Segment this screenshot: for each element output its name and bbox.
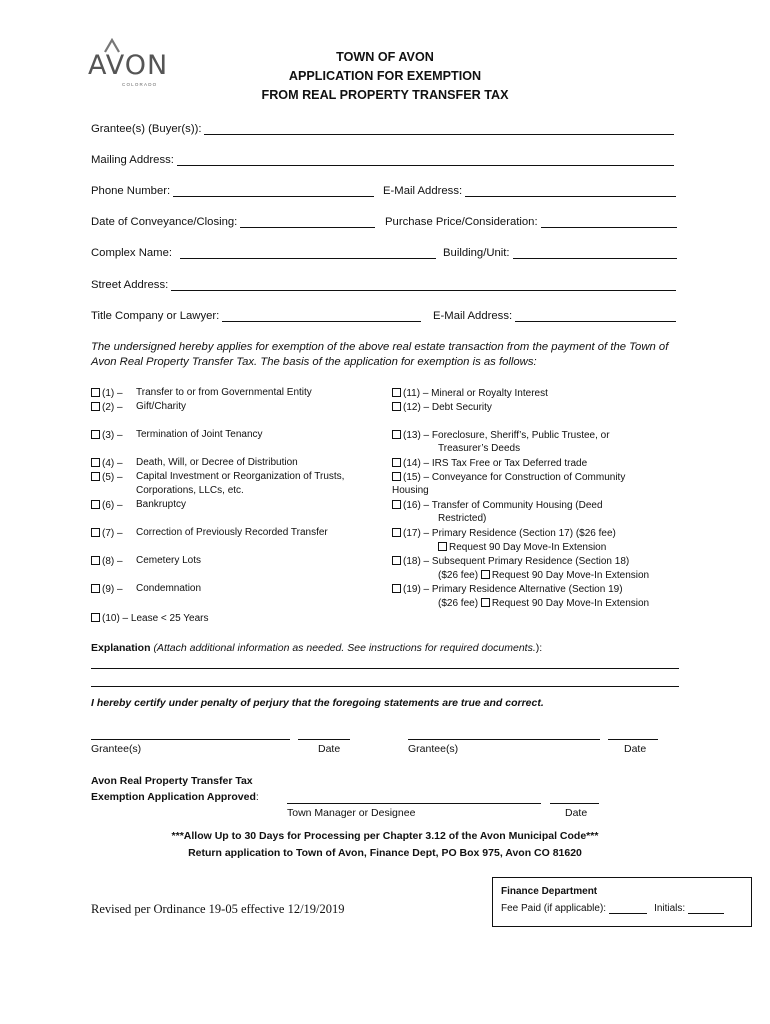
checkbox[interactable] [392,584,401,593]
exemption-option-12[interactable]: (12) – Debt Security [392,401,492,413]
checkbox[interactable] [91,528,100,537]
revision-note: Revised per Ordinance 19-05 effective 12/19/2019 [91,902,345,916]
exemption-option-8[interactable]: (8) – Cemetery Lots [91,555,123,567]
finance-department-box [492,877,752,927]
checkbox[interactable] [91,430,100,439]
checkbox[interactable] [392,402,401,411]
exemption-option-13-cont: Treasurer’s Deeds [438,443,521,454]
checkbox[interactable] [392,388,401,397]
processing-notice: ***Allow Up to 30 Days for Processing per Chapter 3.12 of the Avon Municipal Code*** [171,830,599,842]
checkbox[interactable] [91,556,100,565]
street-address-input-line[interactable] [171,278,676,291]
title-company-input-line[interactable] [222,309,421,322]
checkbox[interactable] [481,570,490,579]
exemption-option-17[interactable]: (17) – Primary Residence (Section 17) ($26 fee) [392,527,616,539]
exemption-option-6[interactable]: (6) – Bankruptcy [91,499,123,511]
exemption-option-13[interactable]: (13) – Foreclosure, Sheriff’s, Public Trustee, or [392,429,610,441]
checkbox[interactable] [91,500,100,509]
date-label-1: Date [318,743,341,755]
exemption-option-15[interactable]: (15) – Conveyance for Construction of Community [392,471,625,483]
checkbox[interactable] [91,402,100,411]
title-company-label: Title Company or Lawyer: [91,310,220,322]
form-heading-application: APPLICATION FOR EXEMPTION [288,69,482,83]
checkbox[interactable] [91,613,100,622]
exemption-option-7[interactable]: (7) – Correction of Previously Recorded Transfer [91,527,123,539]
mailing-address-label: Mailing Address: [91,154,174,166]
finance-box-title: Finance Department [501,886,598,897]
exemption-option-4[interactable]: (4) – Death, Will, or Decree of Distribution [91,457,123,469]
checkbox[interactable] [91,388,100,397]
return-address-notice: Return application to Town of Avon, Finance Dept, PO Box 975, Avon CO 81620 [188,847,582,859]
exemption-option-10[interactable]: (10) – Lease < 25 Years [91,612,208,624]
email-label-1: E-Mail Address: [383,185,463,197]
phone-input-line[interactable] [173,184,374,197]
fee-paid-input-line[interactable] [609,903,647,914]
exemption-option-1[interactable]: (1) – Transfer to or from Governmental Entity [91,387,123,399]
purchase-price-label: Purchase Price/Consideration: [385,216,538,228]
checkbox[interactable] [91,472,100,481]
checkbox[interactable] [91,458,100,467]
complex-name-input-line[interactable] [180,246,436,259]
phone-field[interactable] [91,184,374,197]
email-input-line-1[interactable] [465,184,676,197]
checkbox[interactable] [392,528,401,537]
grantee-input-line[interactable] [204,122,674,135]
email-input-line-2[interactable] [515,309,676,322]
grantee-signature-label-2: Grantee(s) [408,743,459,755]
approval-title: Avon Real Property Transfer Tax [91,775,253,787]
complex-name-label: Complex Name: [91,247,172,259]
conveyance-date-label: Date of Conveyance/Closing: [91,216,238,228]
email-field-1[interactable] [383,184,676,197]
avon-logo [88,38,170,88]
grantee-signature-label-1: Grantee(s) [91,743,142,755]
exemption-option-15-cont: Housing [392,485,429,496]
certification-statement: I hereby certify under penalty of perjury that the foregoing statements are true and correct. [91,697,544,709]
conveyance-date-field[interactable] [91,215,375,228]
checkbox[interactable] [392,430,401,439]
manager-date-line[interactable] [550,803,599,804]
date-label-2: Date [624,743,647,755]
grantee-field[interactable] [91,122,674,135]
exemption-option-14[interactable]: (14) – IRS Tax Free or Tax Deferred trade [392,457,587,469]
phone-label: Phone Number: [91,185,171,197]
mailing-address-input-line[interactable] [177,153,674,166]
email-label-2: E-Mail Address: [433,310,513,322]
approval-subtitle: Exemption Application Approved: [91,791,259,803]
fee-paid-field[interactable]: Fee Paid (if applicable): Initials: [501,903,724,914]
exemption-option-5[interactable]: (5) – Capital Investment or Reorganization of Trusts, Corporations, LLCs, etc. [91,471,123,483]
date-line-1[interactable] [298,739,350,740]
form-heading-town: TOWN OF AVON [336,50,434,64]
purchase-price-input-line[interactable] [541,215,677,228]
checkbox[interactable] [392,500,401,509]
form-heading-subject: FROM REAL PROPERTY TRANSFER TAX [261,88,509,102]
building-unit-field[interactable] [443,246,677,259]
intro-paragraph: The undersigned hereby applies for exemption of the above real estate transaction from the payment of the Town of Avon Real Property Transfer Tax. The basis of the application for exemption is as follows: [91,341,669,368]
logo-wordmark: AVON [88,50,169,81]
manager-label: Town Manager or Designee [287,807,416,819]
manager-signature-line[interactable] [287,803,541,804]
exemption-option-19[interactable]: (19) – Primary Residence Alternative (Section 19) [392,583,623,595]
checkbox[interactable] [392,458,401,467]
exemption-option-3[interactable]: (3) – Termination of Joint Tenancy [91,429,123,441]
exemption-option-18[interactable]: (18) – Subsequent Primary Residence (Section 18) [392,555,629,567]
explanation-line-2[interactable] [91,686,679,687]
manager-date-label: Date [565,807,588,819]
street-address-label: Street Address: [91,279,169,291]
extension-option-18[interactable]: ($26 fee) Request 90 Day Move-In Extension [438,570,650,581]
mailing-address-field[interactable] [91,153,674,166]
checkbox[interactable] [392,472,401,481]
conveyance-date-input-line[interactable] [240,215,375,228]
purchase-price-field[interactable] [385,215,677,228]
extension-option-19[interactable]: ($26 fee) Request 90 Day Move-In Extension [438,598,650,609]
checkbox[interactable] [438,542,447,551]
checkbox[interactable] [392,556,401,565]
extension-option-17[interactable]: Request 90 Day Move-In Extension [438,541,606,553]
exemption-option-9[interactable]: (9) – Condemnation [91,583,123,595]
initials-input-line[interactable] [688,903,724,914]
exemption-option-11[interactable]: (11) – Mineral or Royalty Interest [392,387,548,399]
grantee-signature-line-1[interactable] [91,739,290,740]
explanation-line-1[interactable] [91,668,679,669]
building-unit-input-line[interactable] [513,246,677,259]
complex-name-field[interactable] [91,246,436,259]
street-address-field[interactable] [91,278,676,291]
date-line-2[interactable] [608,739,658,740]
checkbox[interactable] [91,584,100,593]
exemption-option-2[interactable]: (2) – Gift/Charity [91,401,123,413]
grantee-signature-line-2[interactable] [408,739,600,740]
logo-subtitle: COLORADO [122,82,158,87]
grantee-label: Grantee(s) (Buyer(s)): [91,123,202,135]
exemption-option-16-cont: Restricted) [438,513,487,524]
exemption-option-16[interactable]: (16) – Transfer of Community Housing (Deed [392,499,603,511]
email-field-2[interactable] [433,309,676,322]
title-company-field[interactable] [91,309,421,322]
building-unit-label: Building/Unit: [443,247,510,259]
checkbox[interactable] [481,598,490,607]
explanation-heading: Explanation (Attach additional information as needed. See instructions for required documents.): [91,642,543,654]
